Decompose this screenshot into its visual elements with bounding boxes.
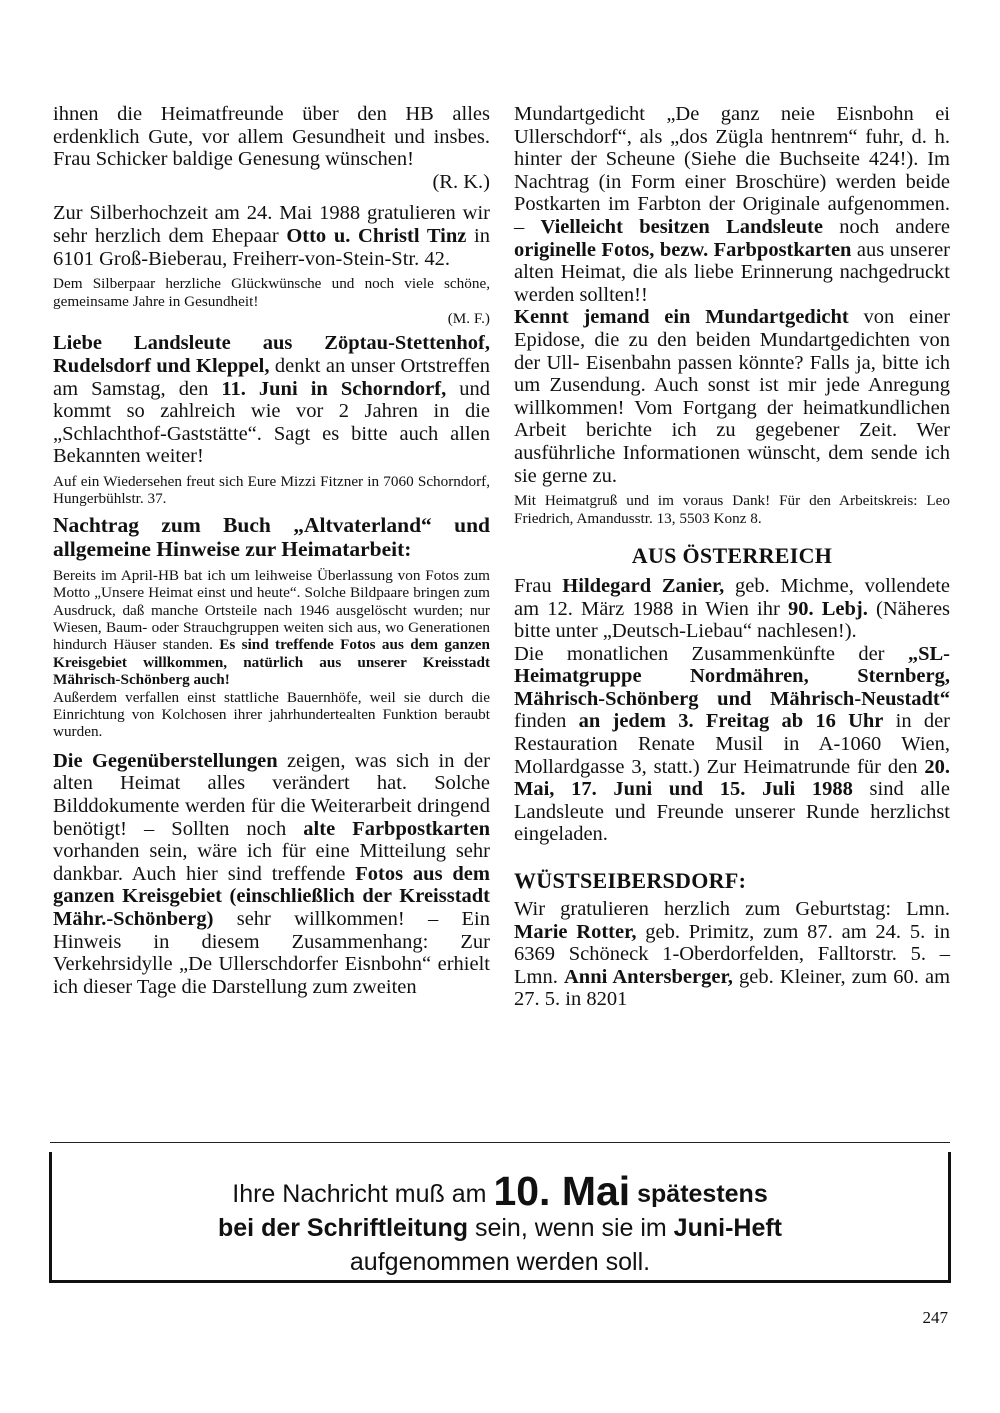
heading-austria: AUS ÖSTERREICH bbox=[631, 542, 833, 568]
paragraph-birthdays: Wir gratulieren herzlich zum Geburtstag: Lmn. Marie Rotter, geb. Primitz, zum 87. am 24. 5. in 6369 Schöneck 1-Oberdorfelden, Falltorstr. 5. – Lmn. Anni Antersberger, geb. Kleiner, zum 60. am 27. 5. in 8201 bbox=[514, 898, 951, 1011]
paragraph-meeting-schorndorf: Liebe Landsleute aus Zöptau-Stettenhof, Rudelsdorf und Kleppel, denkt an unser Ortstreffen am Samstag, den 11. Juni in Schorndorf, und kommt so zahlreich wie vor 2 Jahren in die „Schlachthof-Gaststätte“. Sagt es bitte auch allen Bekannten weiter! bbox=[53, 332, 490, 468]
paragraph-photo-request: Bereits im April-HB bat ich um leihweise Überlassung von Fotos zum Motto „Unsere Heimat einst und heute“. Solche Bildpaare bringen zum Ausdruck, daß manche Ortsteile nach 1946 ausgelöscht wurden; nur Wiesen, Baum- oder Strauchgruppen weiten sich aus, wo Generationen hindurch Häuser standen. Es sind treffende Fotos aus dem ganzen Kreisgebiet willkommen, natürlich aus unserer Kreisstadt Mährisch-Schönberg auch! bbox=[53, 566, 490, 689]
divider-rule bbox=[50, 1142, 950, 1143]
notice-line-2: bei der Schriftleitung sein, wenn sie im Juni-Heft bbox=[218, 1214, 782, 1242]
notice-line-3: aufgenommen werden soll. bbox=[349, 1248, 651, 1276]
deadline-notice-box bbox=[49, 1152, 951, 1283]
signature-rk: (R. K.) bbox=[432, 170, 490, 193]
page-number: 247 bbox=[922, 1308, 948, 1327]
paragraph-zanier: Frau Hildegard Zanier, geb. Michme, vollendete am 12. März 1988 in Wien ihr 90. Lebj. (Näheres bitte unter „Deutsch-Liebau“ nachlesen!). bbox=[514, 574, 951, 643]
heading-wuestseibersdorf: WÜSTSEIBERSDORF: bbox=[514, 868, 747, 894]
notice-deadline-date: 10. Mai bbox=[493, 1168, 631, 1214]
notice-line-1: Ihre Nachricht muß am 10. Mai spätestens bbox=[232, 1168, 768, 1214]
paragraph-friedrich: Mit Heimatgruß und im voraus Dank! Für den Arbeitskreis: Leo Friedrich, Amandusstr. 13, 5503 Konz 8. bbox=[514, 492, 950, 527]
paragraph-congratulations: Dem Silberpaar herzliche Glückwünsche und noch viele schöne, gemeinsame Jahre in Gesundheit! bbox=[53, 275, 490, 310]
paragraph-vienna-meetings: Die monatlichen Zusammenkünfte der „SL-Heimatgruppe Nordmähren, Sternberg, Mährisch-Schönberg und Mährisch-Neustadt“ finden an jedem 3. Freitag ab 16 Uhr in der Restauration Renate Musil in A-1060 Wien, Mollardgasse 3, statt.) Zur Heimatrunde für den 20. Mai, 17. Juni und 15. Juli 1988 sind alle Landsleute und Freunde unserer Runde herzlichst eingeladen. bbox=[514, 642, 951, 846]
signature-rk-line bbox=[53, 171, 490, 194]
signature-mf-line bbox=[53, 310, 490, 327]
paragraph-silver-wedding: Zur Silberhochzeit am 24. Mai 1988 gratulieren wir sehr herzlich dem Ehepaar Otto u. Christl Tinz in 6101 Groß-Bieberau, Freiherr-von-Stein-Str. 42. bbox=[53, 202, 490, 270]
heading-nachtrag: Nachtrag zum Buch „Altvaterland“ und allgemeine Hinweise zur Heimatarbeit: bbox=[53, 512, 490, 562]
signature-mf: (M. F.) bbox=[447, 309, 490, 327]
paragraph-poem-request: Kennt jemand ein Mundartgedicht von einer Epidose, die zu den beiden Mundartgedichten von der Ull- Eisenbahn passen könnte? Falls ja, bitte ich um Zusendung. Auch sonst ist mir jede Anregung willkommen! Vom Fortgang der heimatkundlichen Arbeit berichte ich zu gegebener Zeit. Wer ausführliche Informationen wünscht, dem sende ich sie gerne zu. bbox=[514, 306, 950, 487]
paragraph-comparisons: Die Gegenüberstellungen zeigen, was sich in der alten Heimat alles verändert hat. Solche Bilddokumente werden für die Weiterarbeit dringend benötigt! – Sollten noch alte Farbpostkarten vorhanden sein, wäre ich für eine Mitteilung sehr dankbar. Auch hier sind treffende Fotos aus dem ganzen Kreisgebiet (einschließlich der Kreisstadt Mähr.-Schönberg) sehr willkommen! – Ein Hinweis in diesem Zusammenhang: Zur Verkehrsidylle „De Ullerschdorfer Eisnbohn“ erhielt ich dieser Tage die Darstellung zum zweiten bbox=[53, 749, 490, 998]
right-column bbox=[514, 103, 950, 1011]
paragraph-wishes: ihnen die Heimatfreunde über den HB alles erdenklich Gute, vor allem Gesundheit und insbes. Frau Schicker baldige Genesung wünschen! bbox=[53, 103, 490, 171]
paragraph-fitzner: Auf ein Wiedersehen freut sich Eure Mizzi Fitzner in 7060 Schorndorf, Hungerbühlstr. 37. bbox=[53, 472, 490, 508]
paragraph-dialect-poem: Mundartgedicht „De ganz neie Eisnbohn ei Ullerschdorf“, als „dos Zügla hentnrem“ fuhr, d. h. hinter der Scheune (Siehe die Buchseite 424!). Im Nachtrag (in Form einer Broschüre) werden beide Postkarten im Farbton der Originale aufgenommen. – Vielleicht besitzen Landsleute noch andere originelle Fotos, bezw. Farbpostkarten aus unserer alten Heimat, die als liebe Erinnerung nachgedruckt werden sollten!! bbox=[514, 103, 951, 306]
left-column bbox=[53, 103, 490, 998]
paragraph-farms: Außerdem verfallen einst stattliche Bauernhöfe, weil sie durch die Einrichtung von Kolchosen ihrer jahrhundertealten Funktion beraubt wurden. bbox=[53, 688, 490, 741]
